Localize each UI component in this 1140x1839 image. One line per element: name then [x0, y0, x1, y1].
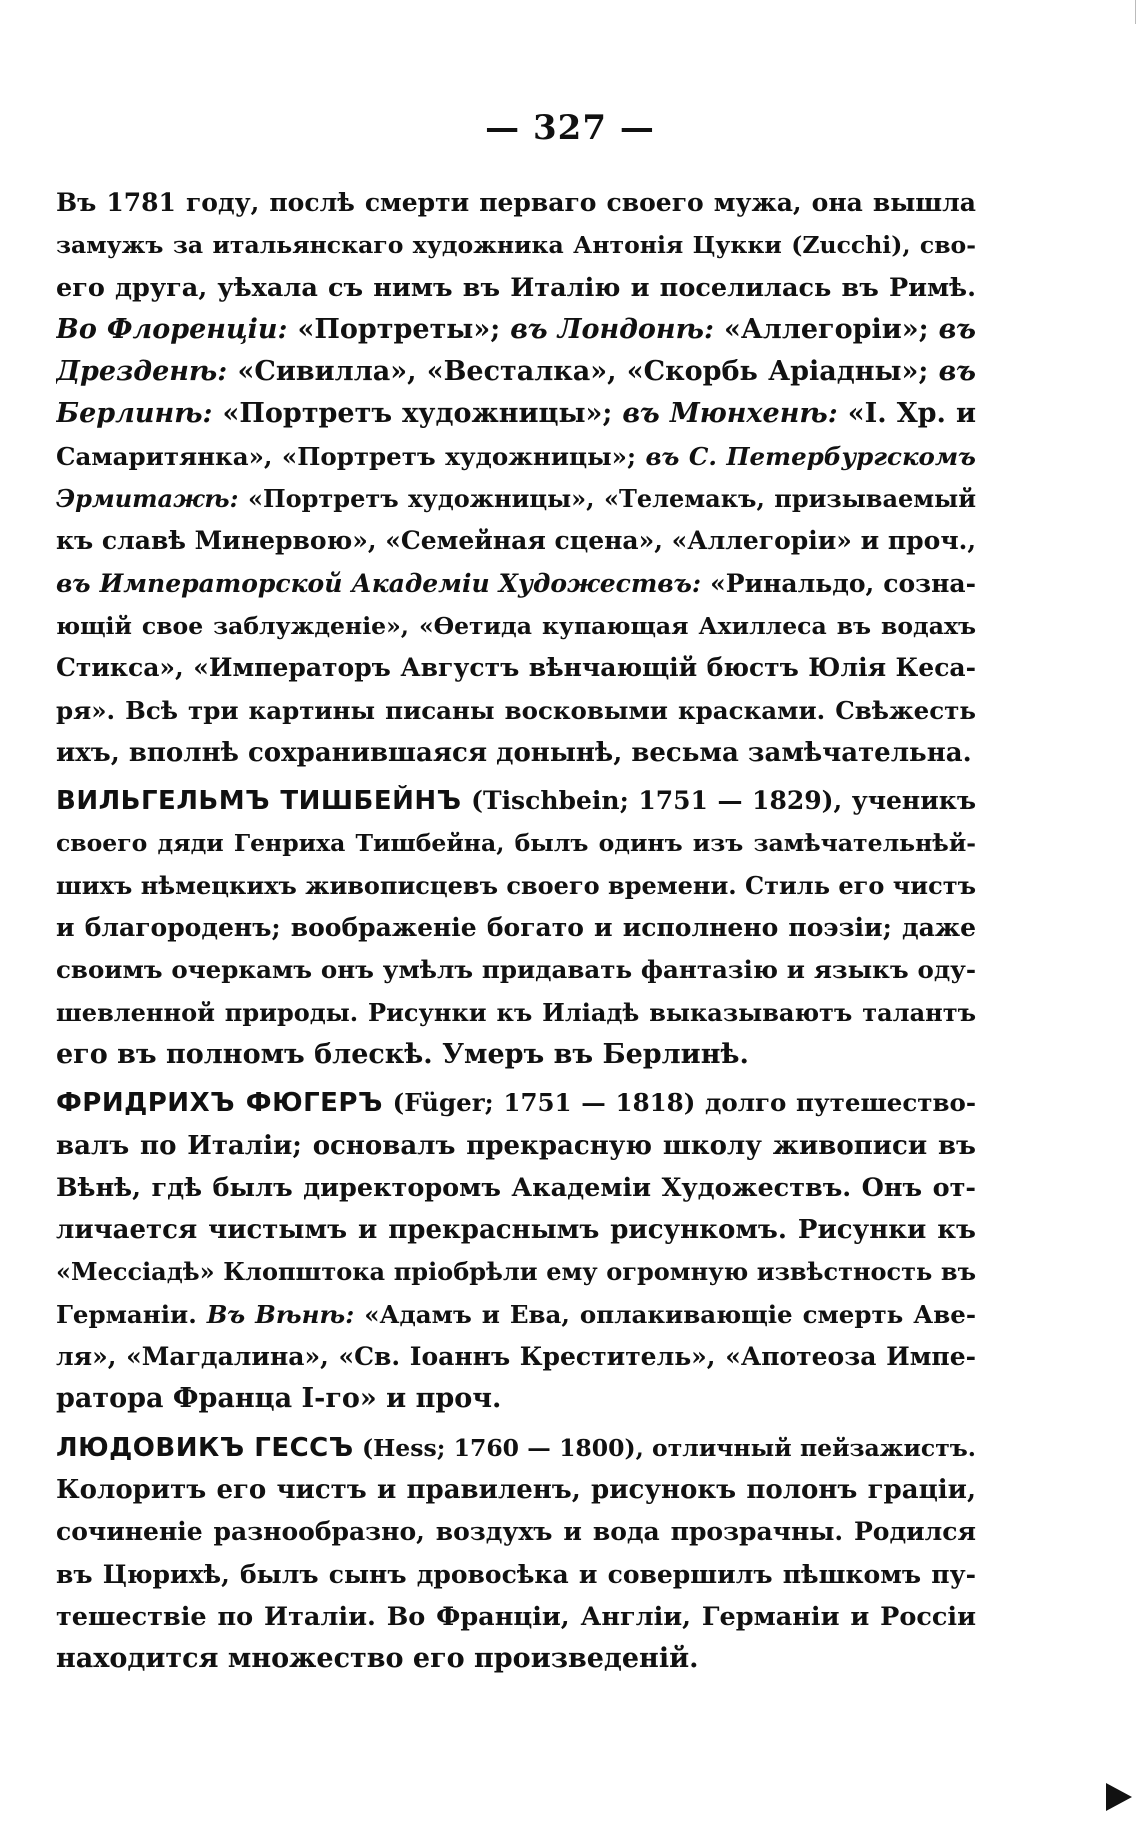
text-line: въ Императорской Академіи Художествъ: «Ринальдо, созна- [56, 568, 976, 598]
text-line: ля», «Магдалина», «Св. Іоаннъ Креститель», «Апотеоза Импе- [56, 1342, 976, 1372]
text-line: ратора Франца I-го» и проч. [56, 1383, 502, 1415]
text-line: Вѣнѣ, гдѣ былъ директоромъ Академіи Художествъ. Онъ от- [56, 1172, 976, 1203]
text-line: шевленной природы. Рисунки къ Иліадѣ выказываютъ талантъ [56, 997, 976, 1027]
text-line: Германіи. Въ Вѣнѣ: «Адамъ и Ева, оплакивающіе смерть Аве- [56, 1299, 976, 1329]
text-line: Берлинѣ: «Портретъ художницы»; въ Мюнхенѣ: «I. Хр. и [56, 398, 976, 430]
text-line: Эрмитажѣ: «Портретъ художницы», «Телемакъ, призываемый [56, 484, 976, 514]
text-line: своимъ очеркамъ онъ умѣлъ придавать фантазію и языкъ оду- [56, 955, 976, 985]
text-line: Во Флоренціи: «Портреты»; въ Лондонѣ: «Аллегоріи»; въ [56, 313, 976, 345]
text-line: тешествіе по Италіи. Во Франціи, Англіи, Германіи и Россіи [56, 1601, 976, 1632]
text-line: ВИЛЬГЕЛЬМЪ ТИШБЕЙНЪ (Tischbein; 1751 — 1829), ученикъ [56, 786, 976, 817]
page-number: — 327 — [485, 108, 655, 148]
text-line: Колоритъ его чистъ и правиленъ, рисунокъ полонъ граціи, [56, 1474, 976, 1505]
text-line: валъ по Италіи; основалъ прекрасную школу живописи въ [56, 1130, 976, 1161]
text-line: сочиненіе разнообразно, воздухъ и вода прозрачны. Родился [56, 1517, 976, 1547]
page-turn-arrow-icon [1106, 1783, 1132, 1811]
text-line: шихъ нѣмецкихъ живописцевъ своего времени. Стиль его чистъ [56, 870, 976, 900]
text-line: ЛЮДОВИКЪ ГЕССЪ (Hess; 1760 — 1800), отличный пейзажистъ. [56, 1432, 976, 1463]
text-line: его въ полномъ блескѣ. Умеръ въ Берлинѣ. [56, 1038, 749, 1070]
text-line: замужъ за итальянскаго художника Антонія Цукки (Zucchi), сво- [56, 231, 976, 260]
text-line: Въ 1781 году, послѣ смерти перваго своего мужа, она вышла [56, 188, 976, 217]
text-line: въ Цюрихѣ, былъ сынъ дровосѣка и совершилъ пѣшкомъ пу- [56, 1559, 976, 1589]
artist-name: ФРИДРИХЪ ФЮГЕРЪ [56, 1088, 383, 1119]
text-line: находится множество его произведеній. [56, 1643, 699, 1675]
text-line: ющій свое заблужденіе», «Ѳетида купающая Ахиллеса въ водахъ [56, 611, 976, 640]
text-line: «Мессіадѣ» Клопштока пріобрѣли ему огромную извѣстность въ [56, 1257, 976, 1287]
text-line: Стикса», «Императоръ Августъ вѣнчающій бюстъ Юлія Кеса- [56, 653, 976, 683]
artist-name: ЛЮДОВИКЪ ГЕССЪ [56, 1432, 354, 1463]
page-edge-line [1135, 0, 1136, 24]
text-line: своего дяди Генриха Тишбейна, былъ одинъ изъ замѣчательнѣй- [56, 829, 976, 858]
text-line: къ славѣ Минервою», «Семейная сцена», «Аллегоріи» и проч., [56, 526, 976, 556]
text-line: Самаритянка», «Портретъ художницы»; въ С. Петербургскомъ [56, 441, 976, 471]
text-line: личается чистымъ и прекраснымъ рисункомъ. Рисунки къ [56, 1215, 976, 1246]
text-line: ФРИДРИХЪ ФЮГЕРЪ (Füger; 1751 — 1818) долго путешество- [56, 1088, 976, 1119]
text-line: Дрезденѣ: «Сивилла», «Весталка», «Скорбь Аріадны»; въ [56, 356, 976, 388]
body-text [56, 182, 976, 1680]
artist-name: ВИЛЬГЕЛЬМЪ ТИШБЕЙНЪ [56, 786, 462, 817]
text-line: ря». Всѣ три картины писаны восковыми красками. Свѣжесть [56, 695, 976, 725]
text-line: ихъ, вполнѣ сохранившаяся донынѣ, весьма замѣчательна. [56, 737, 972, 768]
text-line: его друга, уѣхала съ нимъ въ Италію и поселилась въ Римѣ. [56, 272, 976, 303]
text-line: и благороденъ; воображеніе богато и исполнено поэзіи; даже [56, 913, 976, 943]
